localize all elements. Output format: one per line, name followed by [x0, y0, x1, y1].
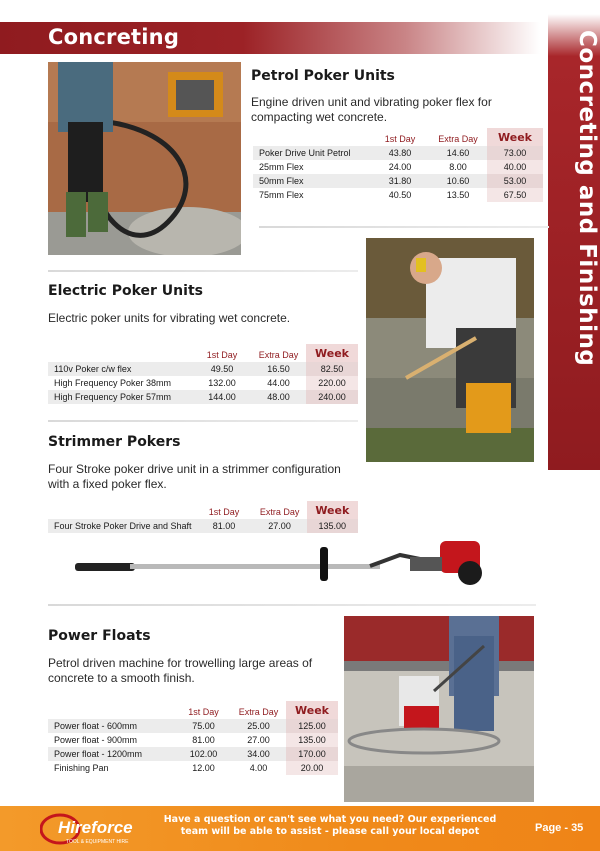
table-row: Power float - 1200mm 102.00 34.00 170.00: [48, 747, 338, 761]
table-row: 75mm Flex 40.50 13.50 67.50: [253, 188, 543, 202]
table-row: Power float - 600mm 75.00 25.00 125.00: [48, 719, 338, 733]
divider: [48, 604, 536, 606]
table-row: Power float - 900mm 81.00 27.00 135.00: [48, 733, 338, 747]
petrol-price-table: [253, 128, 543, 202]
electric-section-description: Electric poker units for vibrating wet concrete.: [48, 311, 291, 325]
divider: [48, 420, 358, 422]
electric-price-table: 1st Day Extra Day Week 110v Poker c/w flex 49.50 16.50 82.50 High Frequency Poker 38mm 132.00 44.00 220.00 High Frequency Poker 57mm 144.00 48.00 240.00: [48, 344, 358, 404]
petrol-section-description: Engine driven unit and vibrating poker flex for compacting wet concrete.: [251, 95, 492, 124]
table-row: High Frequency Poker 38mm 132.00 44.00 220.00: [48, 376, 358, 390]
table-row: Poker Drive Unit Petrol 43.80 14.60 73.00: [253, 146, 543, 160]
table-row: 25mm Flex 24.00 8.00 40.00: [253, 160, 543, 174]
logo-tagline: TOOL & EQUIPMENT HIRE: [66, 839, 129, 845]
petrol-section-title: Petrol Poker Units: [251, 68, 395, 84]
col-first-day: 1st Day: [384, 134, 416, 144]
table-row: 50mm Flex 31.80 10.60 53.00: [253, 174, 543, 188]
table-row: 110v Poker c/w flex 49.50 16.50 82.50: [48, 362, 358, 376]
strimmer-price-table: 1st Day Extra Day Week Four Stroke Poker Drive and Shaft 81.00 27.00 135.00: [48, 501, 358, 533]
power-float-photo: [344, 616, 534, 802]
table-row: Finishing Pan 12.00 4.00 20.00: [48, 761, 338, 775]
floats-price-table: 1st Day Extra Day Week Power float - 600mm 75.00 25.00 125.00 Power float - 900mm 81.00 27.00 135.00 Power float - 1200mm 102.00 34.00 170.00 Finishing Pan 12.00 4.00 20.00: [48, 701, 338, 775]
floats-section-description: Petrol driven machine for trowelling large areas of concrete to a smooth finish.: [48, 656, 313, 685]
floats-section-title: Power Floats: [48, 628, 151, 644]
logo-text: Hireforce: [58, 818, 133, 837]
table-row: Four Stroke Poker Drive and Shaft 81.00 27.00 135.00: [48, 519, 358, 533]
strimmer-section-description: Four Stroke poker drive unit in a strimmer configuration with a fixed poker flex.: [48, 462, 341, 491]
col-extra-day: Extra Day: [438, 134, 478, 144]
page-number: Page - 35: [535, 822, 584, 834]
footer-message-line1: Have a question or can't see what you need? Our experienced: [163, 814, 497, 825]
col-week: Week: [487, 128, 543, 146]
footer-message: [160, 814, 500, 838]
table-row: High Frequency Poker 57mm 144.00 48.00 240.00: [48, 390, 358, 404]
petrol-poker-photo: [48, 62, 241, 255]
divider: [259, 226, 549, 228]
electric-poker-photo: [366, 238, 534, 462]
page-title: Concreting: [48, 25, 180, 49]
side-tab-label: Concreting and Finishing: [574, 30, 600, 367]
strimmer-section-title: Strimmer Pokers: [48, 434, 181, 450]
hireforce-logo: [40, 812, 160, 851]
footer-message-line2: team will be able to assist - please call your local depot: [180, 826, 480, 837]
electric-section-title: Electric Poker Units: [48, 283, 203, 299]
strimmer-poker-image: [70, 535, 495, 590]
divider: [48, 270, 358, 272]
